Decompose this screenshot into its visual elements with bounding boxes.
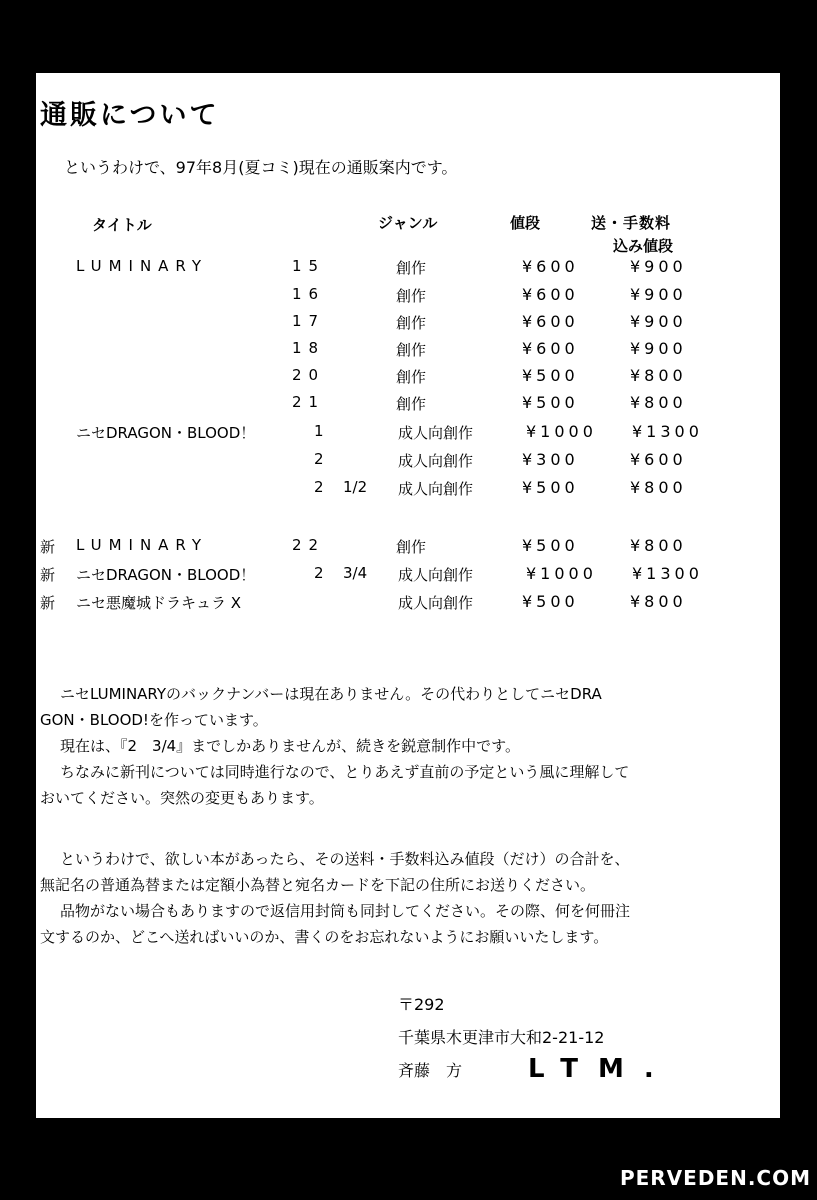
paragraph-line: 無記名の普通為替または定額小為替と宛名カードを下記の住所にお送りください。 bbox=[40, 876, 596, 894]
row-genre: 創作 bbox=[396, 538, 427, 556]
row-volume: 2 bbox=[314, 478, 331, 496]
row-total: ¥800 bbox=[630, 592, 687, 611]
row-total: ¥900 bbox=[630, 312, 687, 331]
row-total: ¥900 bbox=[630, 285, 687, 304]
row-price: ¥500 bbox=[522, 393, 579, 412]
row-volume: 22 bbox=[292, 536, 326, 554]
row-genre: 成人向創作 bbox=[398, 452, 474, 470]
row-title: ニセ悪魔城ドラキュラ X bbox=[76, 594, 242, 612]
row-volume: 16 bbox=[292, 285, 326, 303]
header-total: 送・手数料 bbox=[591, 214, 672, 232]
row-price: ¥500 bbox=[522, 366, 579, 385]
row-volume: 2 bbox=[314, 450, 331, 468]
row-total: ¥900 bbox=[630, 339, 687, 358]
new-marker: 新 bbox=[40, 594, 56, 612]
paragraph-line: ちなみに新刊については同時進行なので、とりあえず直前の予定という風に理解して bbox=[60, 763, 630, 781]
document-page bbox=[36, 73, 780, 1118]
row-volume: 18 bbox=[292, 339, 326, 357]
page-heading: 通販について bbox=[40, 100, 220, 131]
street-address: 千葉県木更津市大和2-21-12 bbox=[398, 1028, 605, 1047]
row-price: ¥600 bbox=[522, 257, 579, 276]
row-volume: 17 bbox=[292, 312, 326, 330]
row-price: ¥600 bbox=[522, 339, 579, 358]
header-genre: ジャンル bbox=[378, 214, 438, 232]
row-genre: 創作 bbox=[396, 259, 427, 277]
intro-text: というわけで、97年8月(夏コミ)現在の通販案内です。 bbox=[64, 158, 458, 177]
row-genre: 成人向創作 bbox=[398, 594, 474, 612]
row-volume: 1 bbox=[314, 422, 331, 440]
row-volume: 20 bbox=[292, 366, 326, 384]
row-genre: 成人向創作 bbox=[398, 480, 474, 498]
row-title: ニセDRAGON・BLOOD！ bbox=[76, 566, 256, 584]
circle-name: LTM. bbox=[528, 1054, 674, 1084]
row-total: ¥1300 bbox=[632, 564, 703, 583]
row-price: ¥300 bbox=[522, 450, 579, 469]
row-volume-fraction: 1/2 bbox=[343, 478, 368, 496]
row-price: ¥500 bbox=[522, 536, 579, 555]
row-genre: 成人向創作 bbox=[398, 424, 474, 442]
row-volume: 21 bbox=[292, 393, 326, 411]
row-total: ¥600 bbox=[630, 450, 687, 469]
row-title: LUMINARY bbox=[76, 536, 209, 554]
new-marker: 新 bbox=[40, 538, 56, 556]
row-genre: 創作 bbox=[396, 368, 427, 386]
row-price: ¥500 bbox=[522, 592, 579, 611]
paragraph-line: 文するのか、どこへ送ればいいのか、書くのをお忘れないようにお願いいたします。 bbox=[40, 928, 609, 946]
row-total: ¥800 bbox=[630, 366, 687, 385]
paragraph-line: おいてください。突然の変更もあります。 bbox=[40, 789, 324, 807]
header-total-sub: 込み値段 bbox=[613, 237, 674, 255]
row-total: ¥800 bbox=[630, 536, 687, 555]
row-volume: 15 bbox=[292, 257, 326, 275]
postal-code: 〒292 bbox=[398, 995, 445, 1014]
paragraph-line: というわけで、欲しい本があったら、その送料・手数料込み値段（だけ）の合計を、 bbox=[60, 850, 630, 868]
header-title: タイトル bbox=[92, 216, 152, 234]
row-genre: 創作 bbox=[396, 314, 427, 332]
paragraph-line: 品物がない場合もありますので返信用封筒も同封してください。その際、何を何冊注 bbox=[60, 902, 631, 920]
row-price: ¥500 bbox=[522, 478, 579, 497]
new-marker: 新 bbox=[40, 566, 56, 584]
row-price: ¥600 bbox=[522, 285, 579, 304]
row-price: ¥1000 bbox=[526, 422, 597, 441]
row-volume: 2 bbox=[314, 564, 331, 582]
paragraph-line: GON・BLOOD!を作っています。 bbox=[40, 711, 268, 729]
row-title: ニセDRAGON・BLOOD！ bbox=[76, 424, 256, 442]
row-volume-fraction: 3/4 bbox=[343, 564, 368, 582]
row-genre: 創作 bbox=[396, 341, 427, 359]
row-genre: 創作 bbox=[396, 287, 427, 305]
recipient-name: 斉藤 方 bbox=[398, 1061, 463, 1080]
row-total: ¥800 bbox=[630, 478, 687, 497]
row-price: ¥600 bbox=[522, 312, 579, 331]
row-total: ¥800 bbox=[630, 393, 687, 412]
row-genre: 創作 bbox=[396, 395, 427, 413]
site-watermark: PERVEDEN.COM bbox=[619, 1166, 811, 1190]
row-price: ¥1000 bbox=[526, 564, 597, 583]
header-price: 値段 bbox=[510, 214, 541, 232]
row-total: ¥900 bbox=[630, 257, 687, 276]
paragraph-line: 現在は、『2 3/4』までしかありませんが、続きを鋭意制作中です。 bbox=[60, 737, 520, 755]
row-title: LUMINARY bbox=[76, 257, 209, 275]
row-total: ¥1300 bbox=[632, 422, 703, 441]
row-genre: 成人向創作 bbox=[398, 566, 474, 584]
paragraph-line: ニセLUMINARYのバックナンバーは現在ありません。その代わりとしてニセDRA bbox=[60, 685, 602, 703]
